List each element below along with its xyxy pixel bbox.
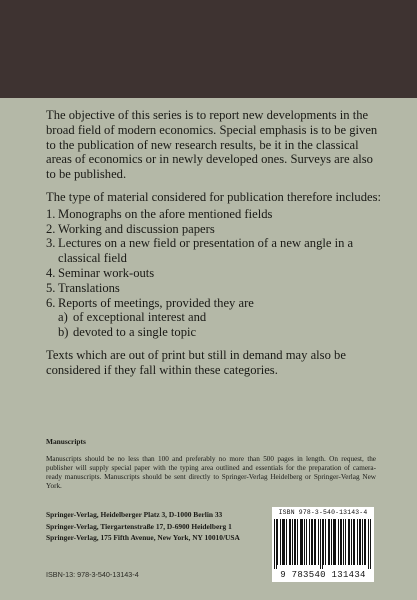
manuscripts-section <box>46 437 376 491</box>
list-item <box>46 281 381 296</box>
barcode-bar <box>294 519 295 565</box>
barcode-bar <box>348 519 349 565</box>
isbn-footer: ISBN-13: 978-3-540-13143-4 <box>46 570 139 579</box>
cover-top-band <box>0 0 417 98</box>
barcode-bar <box>333 519 334 565</box>
barcode-bar <box>290 519 291 565</box>
barcode-bar <box>364 519 365 565</box>
barcode-bar <box>280 519 281 565</box>
barcode-bar <box>320 519 321 569</box>
barcode-bar <box>286 519 287 565</box>
barcode-bar <box>340 519 341 565</box>
barcode-bar <box>335 519 336 565</box>
barcode-bar <box>325 519 326 565</box>
barcode-bar <box>341 519 342 565</box>
barcode-bar <box>314 519 315 565</box>
address-line: Springer-Verlag, 175 Fifth Avenue, New York, NY 10010/USA <box>46 533 240 542</box>
barcode-bar <box>334 519 335 565</box>
barcode-box <box>272 507 374 582</box>
barcode-bar <box>343 519 344 565</box>
address-line: Springer-Verlag, Tiergartenstraße 17, D-6900 Heidelberg 1 <box>46 521 232 531</box>
list-item-text: Monographs on the afore mentioned fields <box>58 206 273 221</box>
barcode-bar <box>328 519 329 565</box>
barcode-bar <box>354 519 355 565</box>
barcode-bar <box>274 519 275 569</box>
barcode-bar <box>284 519 285 565</box>
barcode-bar <box>345 519 346 565</box>
barcode-bar <box>304 519 305 565</box>
address-line: Springer-Verlag, Heidelberger Platz 3, D-1000 Berlin 33 <box>46 510 223 519</box>
publisher-addresses <box>46 509 256 544</box>
barcode-bar <box>283 519 284 565</box>
barcode-bar <box>312 519 313 565</box>
barcode-bar <box>301 519 302 565</box>
barcode-icon <box>274 519 372 569</box>
barcode-bar <box>331 519 332 565</box>
types-heading: The type of material considered for publication therefore includes: <box>46 189 382 204</box>
list-item-number: 4. <box>46 265 56 280</box>
sub-list-item <box>46 310 381 325</box>
series-description <box>46 108 381 378</box>
barcode-bar <box>338 519 339 565</box>
list-item <box>46 296 381 311</box>
barcode-bar <box>302 519 303 565</box>
list-item-number: 6. <box>46 295 56 310</box>
barcode-bar <box>315 519 316 565</box>
barcode-bar <box>292 519 293 565</box>
barcode-bar <box>329 519 330 565</box>
barcode-bar <box>277 519 278 565</box>
subtypes-list <box>46 310 381 340</box>
barcode-bar <box>282 519 283 565</box>
list-item-number: 5. <box>46 280 56 295</box>
barcode-bar <box>276 519 277 569</box>
reprint-note: Texts which are out of print but still in demand may also be considered if they fall within these categories. <box>46 347 346 377</box>
types-list <box>46 207 381 311</box>
barcode-digits: 9 783540 131434 <box>280 570 366 580</box>
sub-list-item-text: devoted to a single topic <box>73 325 197 340</box>
barcode-bar <box>311 519 312 565</box>
list-item-text: Reports of meetings, provided they are <box>58 295 254 310</box>
barcode-bar <box>368 519 369 569</box>
list-item <box>46 222 381 237</box>
intro-paragraph: The objective of this series is to report new developments in the broad field of modern economics. Special emphasis is to be given to the publication of new research results, be it in the classical areas of economics or in newly developed ones. Surveys are also to be published. <box>46 108 378 182</box>
list-item-number: 1. <box>46 206 56 221</box>
sub-list-item-letter: b) <box>58 325 69 340</box>
barcode-bar <box>309 519 310 565</box>
list-item-number: 3. <box>46 236 56 251</box>
list-item <box>46 207 381 222</box>
barcode-bar <box>323 519 324 565</box>
barcode-bar <box>362 519 363 565</box>
barcode-bar <box>318 519 319 565</box>
barcode-isbn-label: ISBN 978-3-540-13143-4 <box>278 509 368 516</box>
barcode-bar <box>370 519 371 569</box>
sub-list-item-text: of exceptional interest and <box>73 310 207 325</box>
list-item-text: Seminar work-outs <box>58 265 155 280</box>
list-item <box>46 266 381 281</box>
list-item-text: Translations <box>58 280 120 295</box>
list-item-text: Lectures on a new field or presentation of a new angle in a classical field <box>58 236 354 266</box>
barcode-bar <box>300 519 301 565</box>
barcode-bar <box>351 519 352 565</box>
barcode-bar <box>357 519 358 565</box>
barcode-bar <box>365 519 366 565</box>
sub-list-item-letter: a) <box>58 310 68 325</box>
manuscripts-body: Manuscripts should be no less than 100 and preferably no more than 500 pages in length. On request, the publisher will supply special paper with the typing area outlined and essentials for the preparation of camera-ready manuscripts. Manuscripts should be sent directly to Springer-Verlag Heidelberg or Springer-Verlag New York. <box>46 455 376 490</box>
barcode-bar <box>349 519 350 565</box>
barcode-bar <box>360 519 361 565</box>
list-item-text: Working and discussion papers <box>58 221 215 236</box>
sub-list-item <box>46 325 381 340</box>
barcode-bar <box>359 519 360 565</box>
barcode-bar <box>289 519 290 565</box>
barcode-bar <box>353 519 354 565</box>
barcode-bar <box>322 519 323 569</box>
barcode-bar <box>306 519 307 565</box>
list-item <box>46 236 381 266</box>
list-item-number: 2. <box>46 221 56 236</box>
manuscripts-heading: Manuscripts <box>46 437 86 446</box>
barcode-bar <box>295 519 296 565</box>
barcode-bar <box>297 519 298 565</box>
